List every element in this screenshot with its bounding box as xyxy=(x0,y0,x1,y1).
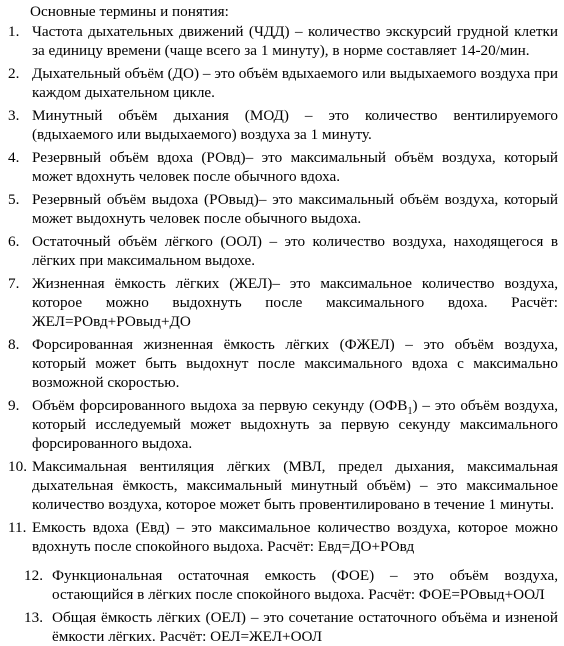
term-item-12 xyxy=(24,566,558,604)
page-heading: Основные термины и понятия: xyxy=(30,3,229,20)
terms-list xyxy=(8,22,558,646)
term-number: 4. xyxy=(8,149,20,166)
term-subscript: 1 xyxy=(407,406,413,418)
term-text: Форсированная жизненная ёмкость лёгких (ФЖЕЛ) – это объём воздуха, который может быть выдохнут после максимального вдоха с максимально возможной скоростью. xyxy=(32,336,558,391)
term-text: Дыхательный объём (ДО) – это объём вдыхаемого или выдыхаемого воздуха при каждом дыхательном цикле. xyxy=(32,65,558,101)
term-text-after: ) – это объём воздуха, который исследуемый может выдохнуть за первую секунду максимального форсированного выдоха. xyxy=(32,397,558,452)
term-number: 3. xyxy=(8,107,20,124)
term-item-9 xyxy=(8,396,558,453)
term-text: Емкость вдоха (Евд) – это максимальное количество воздуха, которое можно вдохнуть после спокойного выдоха. Расчёт: Евд=ДО+РОвд xyxy=(32,519,558,555)
term-text: Минутный объём дыхания (МОД) – это количество вентилируемого (вдыхаемого или выдыхаемого) воздуха за 1 минуту. xyxy=(32,107,558,143)
term-number: 5. xyxy=(8,191,20,208)
term-text-before: Объём форсированного выдоха за первую секунду (ОФВ xyxy=(32,397,408,414)
term-number: 2. xyxy=(8,65,20,82)
term-item-5 xyxy=(8,190,558,228)
term-text: Максимальная вентиляция лёгких (МВЛ, предел дыхания, максимальная дыхательная ёмкость, максимальный минутный объём) – это максимальное количество воздуха, которое может быть провентилировано в течение 1 минуты. xyxy=(32,458,558,513)
term-number: 7. xyxy=(8,275,20,292)
term-item-8 xyxy=(8,335,558,392)
term-number: 6. xyxy=(8,233,20,250)
term-item-4 xyxy=(8,148,558,186)
term-text: Резервный объём вдоха (РОвд)– это максимальный объём воздуха, который может вдохнуть человек после обычного вдоха. xyxy=(32,149,558,185)
term-number: 1. xyxy=(8,23,20,40)
term-item-3 xyxy=(8,106,558,144)
term-item-13 xyxy=(24,608,558,646)
term-number: 8. xyxy=(8,336,20,353)
term-item-11 xyxy=(8,518,558,556)
term-number: 11. xyxy=(8,519,27,536)
term-item-7 xyxy=(8,274,558,331)
term-text: Резервный объём выдоха (РОвыд)– это максимальный объём воздуха, который может выдохнуть человек после обычного выдоха. xyxy=(32,191,558,227)
term-item-1 xyxy=(8,22,558,60)
term-item-2 xyxy=(8,64,558,102)
term-text: Остаточный объём лёгкого (ООЛ) – это количество воздуха, находящегося в лёгких при максимальном выдохе. xyxy=(32,233,558,269)
term-item-10 xyxy=(8,457,558,514)
term-number: 9. xyxy=(8,397,20,414)
term-text: Частота дыхательных движений (ЧДД) – количество экскурсий грудной клетки за единицу времени (чаще всего за 1 минуту), в норме составляет 14-20/мин. xyxy=(32,23,558,59)
term-number: 12. xyxy=(24,567,43,584)
term-text: Общая ёмкость лёгких (ОЕЛ) – это сочетание остаточного объёма и изненой ёмкости лёгких. Расчёт: ОЕЛ=ЖЕЛ+ООЛ xyxy=(52,609,558,645)
term-text: Функциональная остаточная емкость (ФОЕ) – это объём воздуха, остающийся в лёгких после спокойного выдоха. Расчёт: ФОЕ=РОвыд+ООЛ xyxy=(52,567,558,603)
term-item-6 xyxy=(8,232,558,270)
term-text: Жизненная ёмкость лёгких (ЖЕЛ)– это максимальное количество воздуха, которое можно выдохнуть после максимального вдоха. Расчёт: ЖЕЛ=РОвд+РОвыд+ДО xyxy=(32,275,558,330)
term-number: 10. xyxy=(8,458,27,475)
term-number: 13. xyxy=(24,609,43,626)
